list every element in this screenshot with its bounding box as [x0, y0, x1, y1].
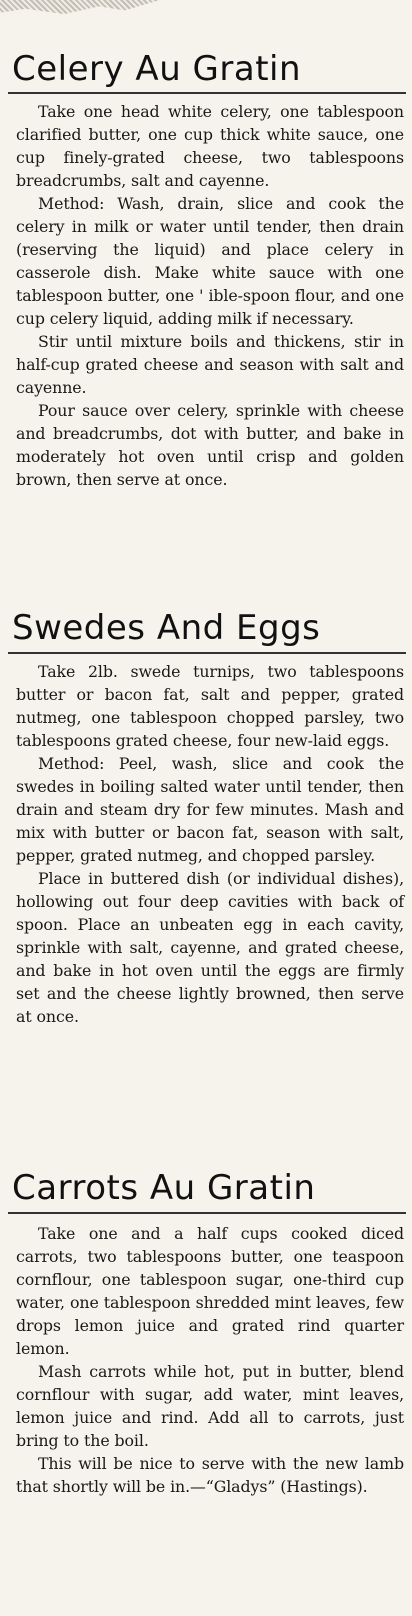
ingredients-paragraph: Take one head white celery, one tablespoon clarified butter, one cup thick white sauce, one cup finely-grated cheese, two tablespoons breadcrumbs, salt and cayenne. — [16, 102, 404, 190]
method-paragraph: Method: Peel, wash, slice and cook the swedes in boiling salted water until tender, then drain and steam dry for few minutes. Mash and mix with butter or bacon fat, season with salt, pepper, grated nutmeg, and chopped parsley. — [16, 754, 404, 865]
ingredients-paragraph: Take 2lb. swede turnips, two tablespoons butter or bacon fat, salt and pepper, grated nutmeg, one tablespoon chopped parsley, two tablespoons grated cheese, four new-laid eggs. — [16, 662, 404, 750]
ingredients-paragraph: Take one and a half cups cooked diced carrots, two tablespoons butter, one teaspoon cornflour, one tablespoon sugar, one-third cup water, one tablespoon shredded mint leaves, few drops lemon juice and grated rind quarter lemon. — [16, 1224, 404, 1358]
recipe-title: Carrots Au Gratin — [12, 1168, 316, 1208]
method-paragraph: Stir until mixture boils and thickens, stir in half-cup grated cheese and season with salt and cayenne. — [16, 332, 404, 397]
method-paragraph: Pour sauce over celery, sprinkle with cheese and breadcrumbs, dot with butter, and bake in moderately hot oven until crisp and golden brown, then serve at once. — [16, 401, 404, 489]
method-paragraph: Method: Wash, drain, slice and cook the celery in milk or water until tender, then drain (reserving the liquid) and place celery in casserole dish. Make white sauce with one tablespoon butter, one ' ible-spoon flour, and one cup celery liquid, adding milk if necessary. — [16, 194, 404, 328]
recipe-title: Swedes And Eggs — [12, 608, 321, 648]
recipe-body — [16, 1222, 404, 1498]
title-rule — [8, 92, 406, 94]
recipe-body — [16, 100, 404, 491]
method-paragraph: Mash carrots while hot, put in butter, blend cornflour with sugar, add water, mint leaves, lemon juice and rind. Add all to carrots, just bring to the boil. — [16, 1362, 404, 1450]
recipe-title: Celery Au Gratin — [12, 49, 302, 89]
recipe-body — [16, 660, 404, 1028]
method-paragraph: Place in buttered dish (or individual dishes), hollowing out four deep cavities with back of spoon. Place an unbeaten egg in each cavity, sprinkle with salt, cayenne, and grated cheese, and bake in hot oven until the eggs are firmly set and the cheese lightly browned, then serve at once. — [16, 869, 404, 1026]
closing-note: This will be nice to serve with the new lamb that shortly will be in.—“Gladys” (Hastings). — [16, 1454, 404, 1496]
title-rule — [8, 652, 406, 654]
title-rule — [8, 1212, 406, 1214]
